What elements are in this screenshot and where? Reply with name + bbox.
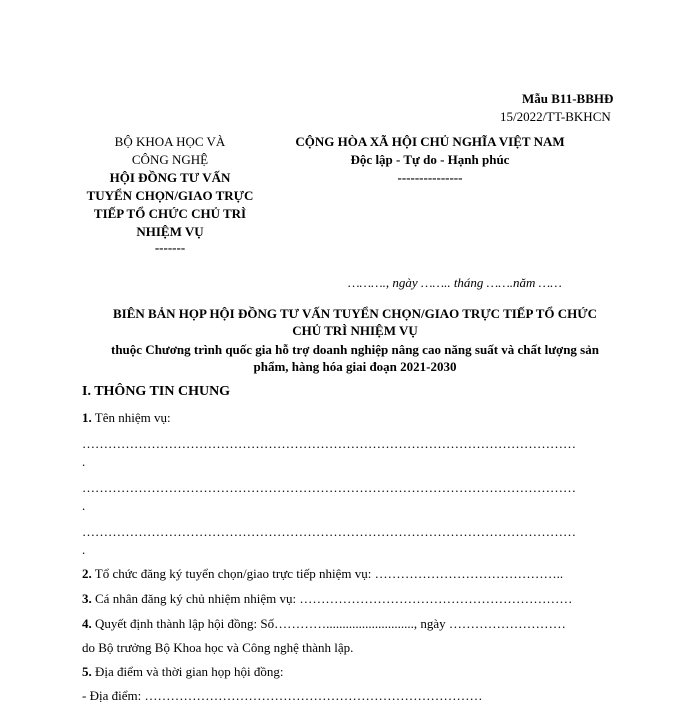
item5-text: Địa điểm và thời gian họp hội đồng: [91, 664, 284, 679]
agency-separator: ------- [154, 240, 186, 255]
national-title: CỘNG HÒA XÃ HỘI CHỦ NGHĨA VIỆT NAM [295, 134, 565, 149]
form-code-line2: 15/2022/TT-BKHCN [500, 109, 611, 124]
doc-title-line2: CHỦ TRÌ NHIỆM VỤ [292, 323, 418, 338]
item4-text: Quyết định thành lập hội đồng: Số…………..........................., ngày ……………………… [91, 616, 566, 631]
item1-task-name [82, 410, 171, 426]
form-code-line1: Mẫu B11-BBHĐ [522, 91, 614, 106]
item4-decision [82, 616, 566, 632]
dot-line-1-end: . [82, 454, 86, 469]
dot-line-3-end: . [82, 542, 86, 557]
item5-location: - Địa điểm: …………………………………………………………………… [82, 688, 483, 703]
national-motto: Độc lập - Tự do - Hạnh phúc [350, 152, 510, 167]
council-line3: TIẾP TỔ CHỨC CHỦ TRÌ [93, 206, 247, 221]
item1-number: 1. [82, 410, 92, 425]
item2-organization [82, 566, 563, 582]
council-line2: TUYỂN CHỌN/GIAO TRỰC [86, 188, 254, 203]
item4-number: 4. [82, 616, 92, 631]
doc-subtitle-line2: phẩm, hàng hóa giai đoạn 2021-2030 [253, 359, 457, 374]
doc-title-line1: BIÊN BẢN HỌP HỘI ĐỒNG TƯ VẤN TUYỂN CHỌN/GIAO TRỰC TIẾP TỔ CHỨC [113, 306, 597, 321]
item4-continuation: do Bộ trưởng Bộ Khoa học và Công nghệ thành lập. [82, 640, 354, 655]
agency-line1: BỘ KHOA HỌC VÀ [114, 134, 226, 149]
agency-line2: CÔNG NGHỆ [131, 152, 209, 167]
dot-line-2: …………………………………………………………………………………………………… [82, 480, 576, 495]
dot-line-1: …………………………………………………………………………………………………… [82, 436, 576, 451]
item2-number: 2. [82, 566, 92, 581]
item5-location-time [82, 664, 284, 680]
section-heading: I. THÔNG TIN CHUNG [82, 384, 231, 399]
item3-individual [82, 591, 572, 607]
date-line: ………., ngày …….. tháng …….năm …… [348, 275, 562, 290]
item2-text: Tổ chức đăng ký tuyển chọn/giao trực tiếp nhiệm vụ: …………………………………….. [91, 566, 564, 581]
national-separator: --------------- [397, 170, 463, 185]
council-line1: HỘI ĐỒNG TƯ VẤN [109, 170, 231, 185]
dot-line-2-end: . [82, 498, 86, 513]
item3-text: Cá nhân đăng ký chủ nhiệm nhiệm vụ: ……………………………………………………… [91, 591, 573, 606]
item5-number: 5. [82, 664, 92, 679]
item1-label: Tên nhiệm vụ: [91, 410, 171, 425]
doc-subtitle-line1: thuộc Chương trình quốc gia hỗ trợ doanh nghiệp nâng cao năng suất và chất lượng sản [111, 342, 599, 357]
item3-number: 3. [82, 591, 92, 606]
council-line4: NHIỆM VỤ [136, 224, 204, 239]
dot-line-3: …………………………………………………………………………………………………… [82, 524, 576, 539]
